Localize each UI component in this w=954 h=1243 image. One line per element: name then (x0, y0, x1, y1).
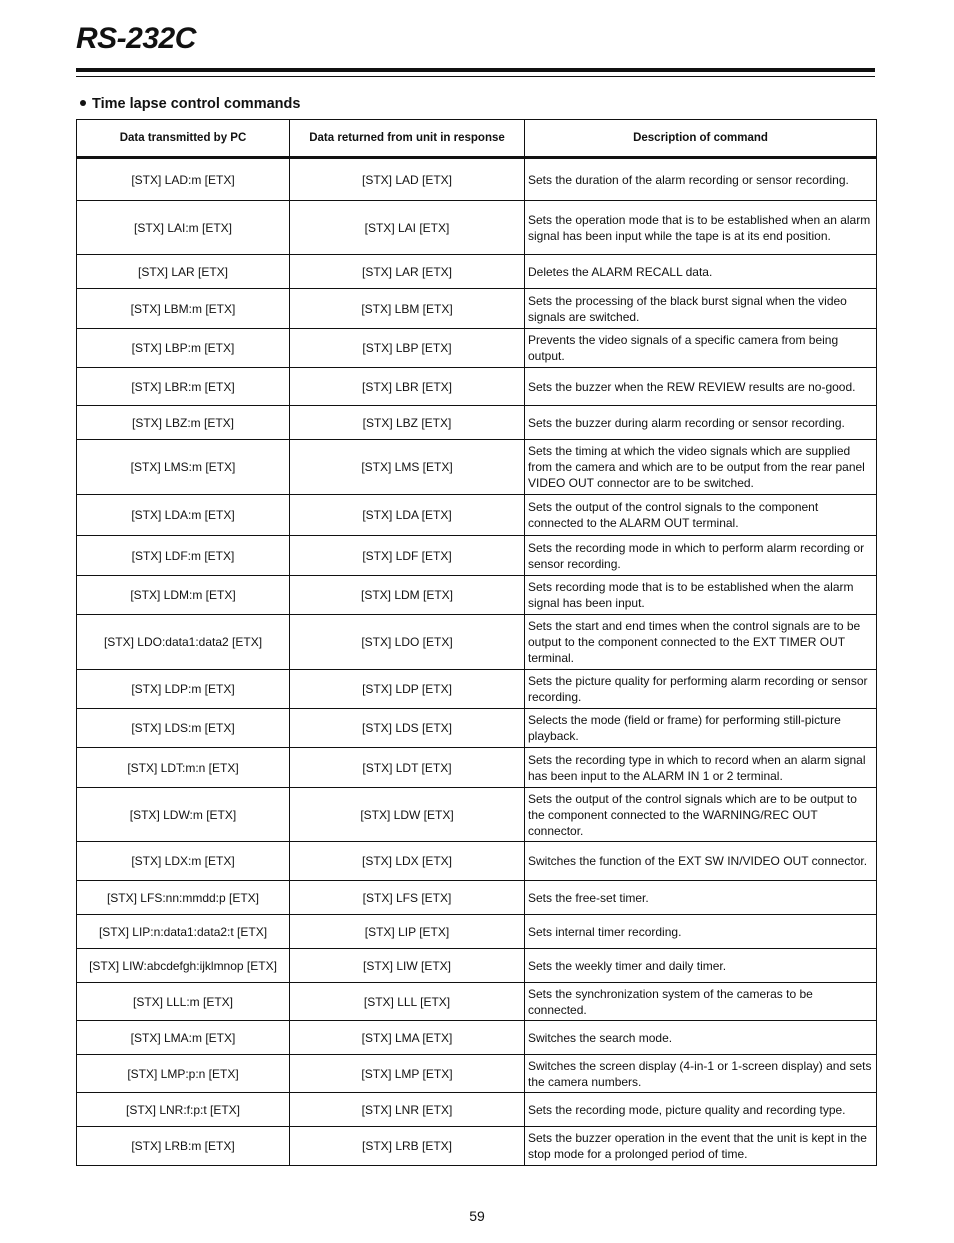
cell-data-transmitted: [STX] LMA:m [ETX] (77, 1021, 290, 1055)
cell-data-returned: [STX] LIW [ETX] (290, 949, 525, 983)
section-heading-text: Time lapse control commands (92, 96, 301, 112)
cell-data-returned: [STX] LDS [ETX] (290, 709, 525, 748)
cell-data-transmitted: [STX] LDA:m [ETX] (77, 495, 290, 536)
cell-description: Switches the search mode. (525, 1021, 877, 1055)
cell-data-returned: [STX] LLL [ETX] (290, 983, 525, 1021)
table-row (77, 881, 877, 915)
cell-data-returned: [STX] LBP [ETX] (290, 329, 525, 368)
table-row (77, 201, 877, 255)
cell-description: Sets the buzzer operation in the event that the unit is kept in the stop mode for a prolonged period of time. (525, 1127, 877, 1166)
cell-data-returned: [STX] LFS [ETX] (290, 881, 525, 915)
table-row (77, 670, 877, 709)
cell-data-transmitted: [STX] LBR:m [ETX] (77, 368, 290, 406)
cell-data-returned: [STX] LRB [ETX] (290, 1127, 525, 1166)
table-row (77, 255, 877, 289)
cell-data-transmitted: [STX] LIP:n:data1:data2:t [ETX] (77, 915, 290, 949)
cell-data-returned: [STX] LMP [ETX] (290, 1055, 525, 1093)
cell-description: Sets the output of the control signals to the component connected to the ALARM OUT terminal. (525, 495, 877, 536)
cell-description: Sets recording mode that is to be established when the alarm signal has been input. (525, 576, 877, 615)
cell-data-transmitted: [STX] LBP:m [ETX] (77, 329, 290, 368)
cell-data-transmitted: [STX] LDP:m [ETX] (77, 670, 290, 709)
cell-data-returned: [STX] LIP [ETX] (290, 915, 525, 949)
cell-data-transmitted: [STX] LDT:m:n [ETX] (77, 748, 290, 788)
table-row (77, 1127, 877, 1166)
header-data-returned: Data returned from unit in response (290, 120, 525, 158)
cell-description: Sets the output of the control signals which are to be output to the component connected to the WARNING/REC OUT connector. (525, 788, 877, 842)
cell-data-transmitted: [STX] LAD:m [ETX] (77, 158, 290, 201)
cell-data-transmitted: [STX] LRB:m [ETX] (77, 1127, 290, 1166)
cell-description: Sets the picture quality for performing alarm recording or sensor recording. (525, 670, 877, 709)
cell-data-returned: [STX] LAD [ETX] (290, 158, 525, 201)
cell-description: Sets the duration of the alarm recording or sensor recording. (525, 158, 877, 201)
page-title: RS-232C (76, 22, 196, 55)
table-row (77, 788, 877, 842)
table-row (77, 915, 877, 949)
cell-data-transmitted: [STX] LDW:m [ETX] (77, 788, 290, 842)
cell-data-transmitted: [STX] LFS:nn:mmdd:p [ETX] (77, 881, 290, 915)
cell-data-returned: [STX] LBZ [ETX] (290, 406, 525, 440)
command-table (76, 119, 877, 1166)
table-body (77, 158, 877, 1166)
cell-description: Sets the buzzer when the REW REVIEW results are no-good. (525, 368, 877, 406)
cell-data-returned: [STX] LAR [ETX] (290, 255, 525, 289)
page-number: 59 (469, 1208, 485, 1224)
table-row (77, 329, 877, 368)
table-row (77, 615, 877, 670)
cell-description: Sets the recording mode, picture quality and recording type. (525, 1093, 877, 1127)
cell-data-transmitted: [STX] LBM:m [ETX] (77, 289, 290, 329)
cell-description: Sets the weekly timer and daily timer. (525, 949, 877, 983)
title-rule-thick (76, 68, 875, 72)
cell-data-returned: [STX] LMA [ETX] (290, 1021, 525, 1055)
table-row (77, 842, 877, 881)
table-row (77, 440, 877, 495)
cell-data-transmitted: [STX] LNR:f:p:t [ETX] (77, 1093, 290, 1127)
table-row (77, 158, 877, 201)
bullet-icon (80, 100, 86, 106)
cell-description: Prevents the video signals of a specific camera from being output. (525, 329, 877, 368)
title-rule-thin (76, 76, 875, 77)
cell-data-transmitted: [STX] LLL:m [ETX] (77, 983, 290, 1021)
cell-description: Sets the processing of the black burst signal when the video signals are switched. (525, 289, 877, 329)
cell-description: Deletes the ALARM RECALL data. (525, 255, 877, 289)
header-data-transmitted: Data transmitted by PC (77, 120, 290, 158)
cell-data-transmitted: [STX] LDM:m [ETX] (77, 576, 290, 615)
cell-data-transmitted: [STX] LAR [ETX] (77, 255, 290, 289)
cell-data-returned: [STX] LDF [ETX] (290, 536, 525, 576)
table-row (77, 406, 877, 440)
cell-data-returned: [STX] LDM [ETX] (290, 576, 525, 615)
cell-data-returned: [STX] LDT [ETX] (290, 748, 525, 788)
table-row (77, 1093, 877, 1127)
table-row (77, 368, 877, 406)
cell-description: Sets the recording mode in which to perform alarm recording or sensor recording. (525, 536, 877, 576)
cell-description: Sets the timing at which the video signals which are supplied from the camera and which are to be output from the rear panel VIDEO OUT connector are to be switched. (525, 440, 877, 495)
table-row (77, 536, 877, 576)
table-row (77, 576, 877, 615)
cell-description: Sets internal timer recording. (525, 915, 877, 949)
cell-description: Sets the recording type in which to record when an alarm signal has been input to the ALARM IN 1 or 2 terminal. (525, 748, 877, 788)
cell-data-returned: [STX] LNR [ETX] (290, 1093, 525, 1127)
cell-description: Sets the start and end times when the control signals are to be output to the component connected to the EXT TIMER OUT terminal. (525, 615, 877, 670)
cell-data-transmitted: [STX] LDS:m [ETX] (77, 709, 290, 748)
cell-description: Sets the operation mode that is to be established when an alarm signal has been input while the tape is at its end position. (525, 201, 877, 255)
table-header-row (77, 120, 877, 158)
section-heading (80, 96, 300, 112)
cell-data-transmitted: [STX] LMS:m [ETX] (77, 440, 290, 495)
cell-data-transmitted: [STX] LMP:p:n [ETX] (77, 1055, 290, 1093)
cell-data-transmitted: [STX] LDF:m [ETX] (77, 536, 290, 576)
cell-data-returned: [STX] LAI [ETX] (290, 201, 525, 255)
table-row (77, 983, 877, 1021)
cell-data-returned: [STX] LDX [ETX] (290, 842, 525, 881)
cell-data-returned: [STX] LMS [ETX] (290, 440, 525, 495)
cell-description: Selects the mode (field or frame) for performing still-picture playback. (525, 709, 877, 748)
cell-data-transmitted: [STX] LBZ:m [ETX] (77, 406, 290, 440)
cell-data-returned: [STX] LDP [ETX] (290, 670, 525, 709)
cell-description: Sets the buzzer during alarm recording or sensor recording. (525, 406, 877, 440)
cell-description: Sets the synchronization system of the cameras to be connected. (525, 983, 877, 1021)
cell-data-returned: [STX] LBR [ETX] (290, 368, 525, 406)
cell-data-returned: [STX] LDO [ETX] (290, 615, 525, 670)
table-row (77, 949, 877, 983)
table-row (77, 709, 877, 748)
table-row (77, 748, 877, 788)
table-row (77, 1021, 877, 1055)
cell-data-returned: [STX] LBM [ETX] (290, 289, 525, 329)
cell-description: Switches the function of the EXT SW IN/VIDEO OUT connector. (525, 842, 877, 881)
table-row (77, 1055, 877, 1093)
table-row (77, 495, 877, 536)
cell-data-transmitted: [STX] LAI:m [ETX] (77, 201, 290, 255)
table-row (77, 289, 877, 329)
cell-description: Sets the free-set timer. (525, 881, 877, 915)
cell-description: Switches the screen display (4-in-1 or 1-screen display) and sets the camera numbers. (525, 1055, 877, 1093)
header-description: Description of command (525, 120, 877, 158)
cell-data-returned: [STX] LDW [ETX] (290, 788, 525, 842)
cell-data-transmitted: [STX] LDO:data1:data2 [ETX] (77, 615, 290, 670)
cell-data-transmitted: [STX] LIW:abcdefgh:ijklmnop [ETX] (77, 949, 290, 983)
cell-data-transmitted: [STX] LDX:m [ETX] (77, 842, 290, 881)
cell-data-returned: [STX] LDA [ETX] (290, 495, 525, 536)
